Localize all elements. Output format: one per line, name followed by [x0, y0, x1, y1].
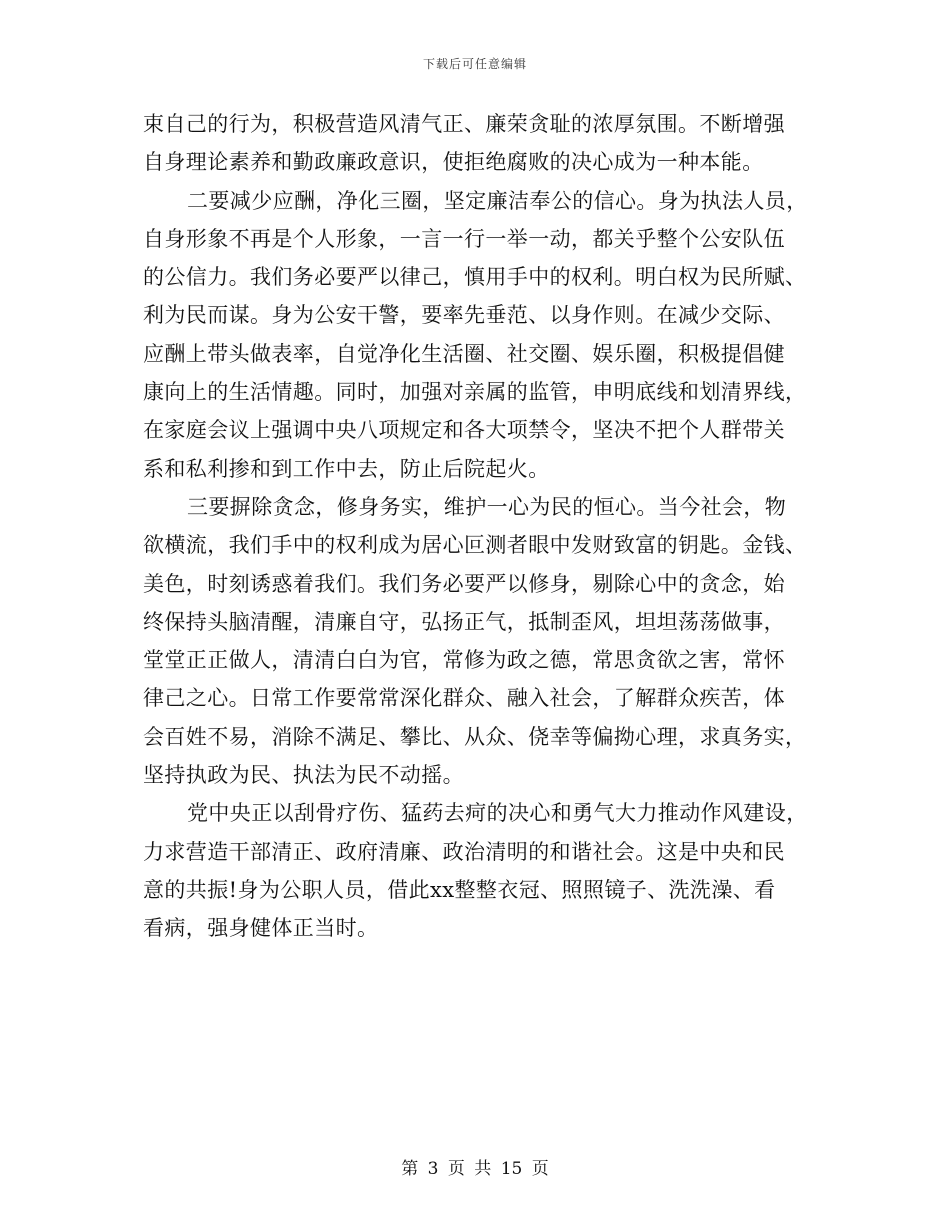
- document-body: [143, 105, 808, 948]
- text-line: 终保持头脑清醒，清廉自守，弘扬正气，抵制歪风，坦坦荡荡做事，: [143, 609, 785, 634]
- page-header: 下载后可任意编辑: [422, 57, 527, 71]
- paragraph-start-line: 三要摒除贪念，修身务实，维护一心为民的恒心。当今社会，物: [187, 494, 787, 519]
- text-line: 利为民而谋。身为公安干警，要率先垂范、以身作则。在减少交际、: [143, 303, 785, 328]
- text-line: 系和私利掺和到工作中去，防止后院起火。: [143, 456, 550, 481]
- text-line: 应酬上带头做表率，自觉净化生活圈、社交圈、娱乐圈，积极提倡健: [143, 341, 785, 366]
- text-line: 自身理论素养和勤政廉政意识，使拒绝腐败的决心成为一种本能。: [143, 150, 764, 175]
- paragraph-start-line: 二要减少应酬，净化三圈，坚定廉洁奉公的信心。身为执法人员，: [187, 188, 808, 213]
- paragraph-start-line: 党中央正以刮骨疗伤、猛药去疴的决心和勇气大力推动作风建设，: [187, 801, 808, 826]
- text-line: 束自己的行为，积极营造风清气正、廉荣贪耻的浓厚氛围。不断增强: [143, 112, 785, 136]
- text-line: 堂堂正正做人，清清白白为官，常修为政之德，常思贪欲之害，常怀: [143, 648, 785, 673]
- text-line: 在家庭会议上强调中央八项规定和各大项禁令，坚决不把个人群带关: [143, 418, 785, 443]
- text-line: 自身形象不再是个人形象，一言一行一举一动，都关乎整个公安队伍: [143, 226, 785, 251]
- page-number-footer: 第 3 页 共 15 页: [401, 1159, 549, 1179]
- text-line: 律己之心。日常工作要常常深化群众、融入社会，了解群众疾苦，体: [143, 686, 785, 711]
- text-line: 欲横流，我们手中的权利成为居心叵测者眼中发财致富的钥匙。金钱、: [143, 533, 807, 558]
- text-line: 康向上的生活情趣。同时，加强对亲属的监管，申明底线和划清界线，: [143, 380, 807, 405]
- text-line: 坚持执政为民、执法为民不动摇。: [143, 763, 464, 788]
- text-line: 力求营造干部清正、政府清廉、政治清明的和谐社会。这是中央和民: [143, 839, 785, 864]
- text-line: 看病，强身健体正当时。: [143, 916, 379, 941]
- text-line: 的公信力。我们务必要严以律己，慎用手中的权利。明白权为民所赋、: [143, 265, 807, 290]
- text-line: 美色，时刻诱惑着我们。我们务必要严以修身，剔除心中的贪念，始: [143, 571, 785, 596]
- text-line: 意的共振!身为公职人员，借此xx整整衣冠、照照镜子、洗洗澡、看: [143, 877, 776, 902]
- text-line: 会百姓不易，消除不满足、攀比、从众、侥幸等偏拗心理，求真务实，: [143, 724, 807, 749]
